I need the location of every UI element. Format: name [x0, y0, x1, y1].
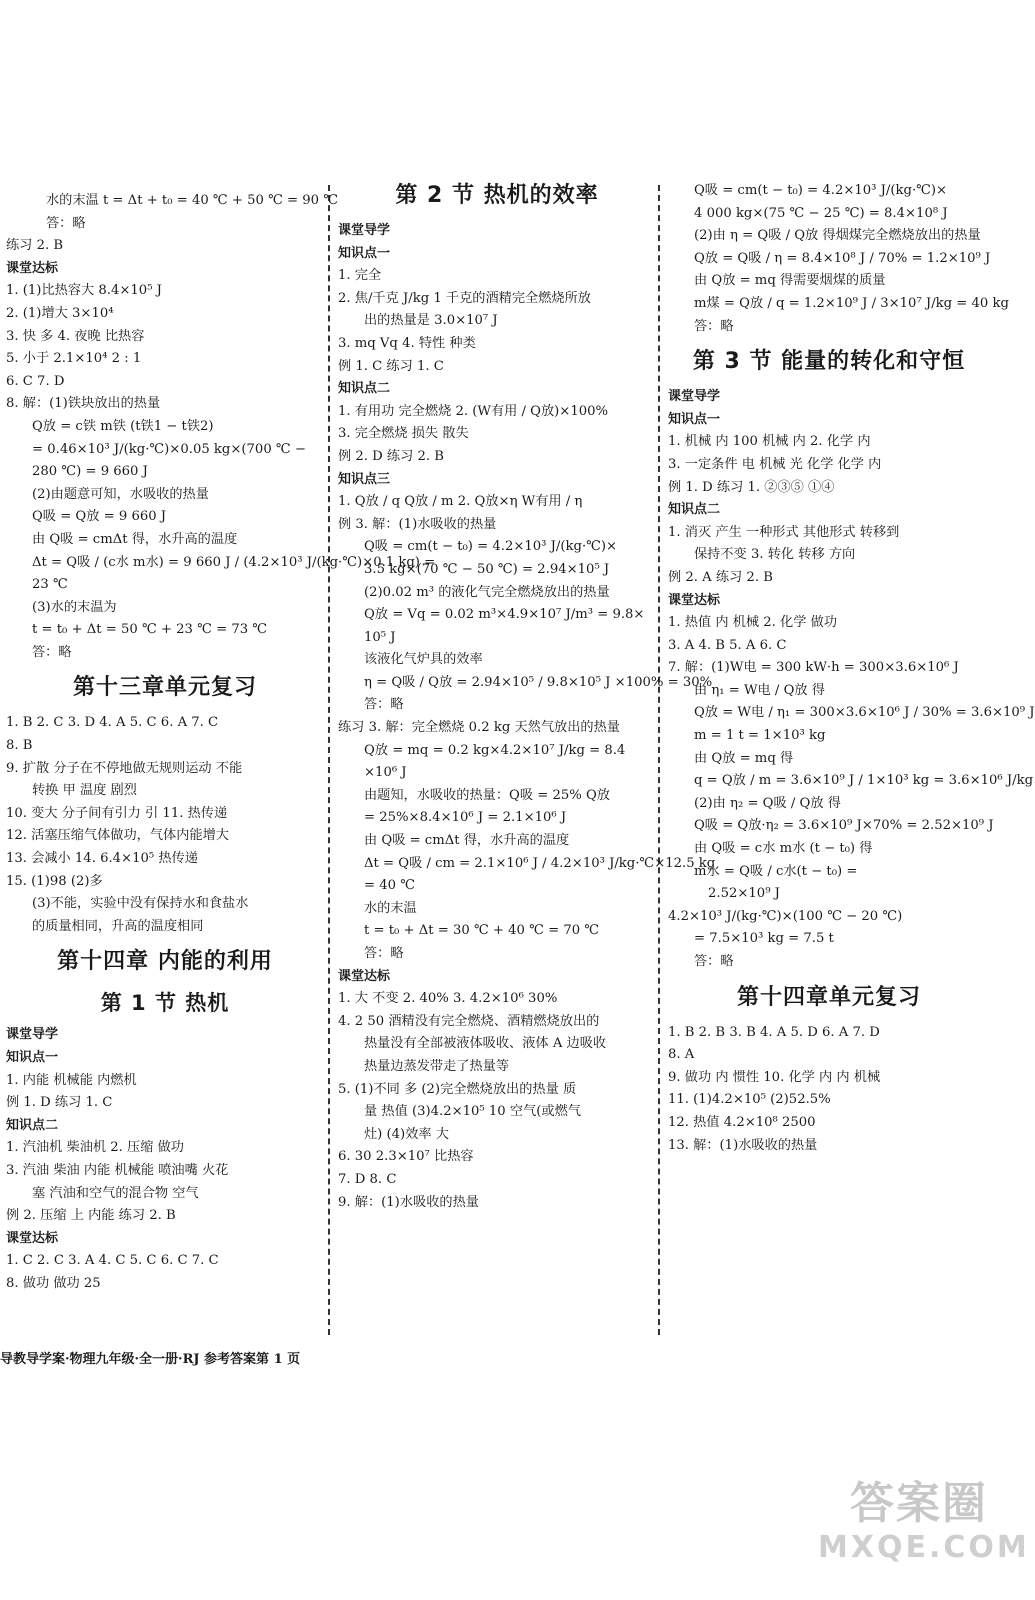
- answer-line: m = 1 t = 1×10³ kg: [694, 728, 826, 744]
- answer-line: (3)水的末温为: [32, 599, 117, 615]
- section1-title: 第 1 节 热机: [100, 991, 230, 1016]
- watermark-text: 答案圈: [850, 1478, 988, 1529]
- answer-line: 12. 活塞压缩气体做功，气体内能增大: [6, 828, 229, 844]
- answer-line: = 7.5×10³ kg = 7.5 t: [694, 931, 834, 947]
- answer-line: 3.5 kg×(70 ℃ − 50 ℃) = 2.94×10⁵ J: [364, 561, 610, 577]
- answer-line: 3. 完全燃烧 损失 散失: [338, 426, 469, 442]
- answer-line: 4. 2 50 酒精没有完全燃烧、酒精燃烧放出的: [338, 1013, 600, 1029]
- section-label: 知识点一: [6, 1050, 59, 1065]
- answer-line: 8. B: [6, 738, 33, 754]
- answer-line: (3)不能，实验中没有保持水和食盐水: [32, 896, 249, 912]
- answer-line: Q吸 = Q放 = 9 660 J: [32, 509, 167, 525]
- answer-line: 9. 扩散 分子在不停地做无规则运动 不能: [6, 760, 243, 776]
- col3-lines-b: [668, 386, 1035, 973]
- answer-line: 13. 解：(1)水吸收的热量: [668, 1137, 818, 1153]
- section-label: 课堂达标: [6, 260, 59, 276]
- answer-line: 9. 做功 内 惯性 10. 化学 内 内 机械: [668, 1069, 881, 1085]
- column-divider: [328, 185, 330, 1335]
- answer-line: 10⁵ J: [364, 629, 396, 645]
- section-label: 知识点二: [338, 381, 391, 397]
- answer-line: 280 ℃) = 9 660 J: [32, 464, 148, 480]
- answer-line: Q放 = Vq = 0.02 m³×4.9×10⁷ J/m³ = 9.8×: [364, 607, 645, 623]
- answer-line: 1. 完全: [338, 268, 382, 284]
- answer-line: 1. Q放 / q Q放 / m 2. Q放×η W有用 / η: [338, 494, 583, 510]
- col1-lines-b: [6, 712, 324, 938]
- answer-line: 1. 机械 内 100 机械 内 2. 化学 内: [668, 434, 871, 450]
- answer-line: 8. 解：(1)铁块放出的热量: [6, 396, 161, 412]
- col1-lines-c: [6, 1024, 324, 1295]
- answer-line: 4 000 kg×(75 ℃ − 25 ℃) = 8.4×10⁸ J: [694, 205, 948, 221]
- answer-line: 1. 消灭 产生 一种形式 其他形式 转移到: [668, 524, 900, 540]
- answer-line: (2)由 η = Q吸 / Q放 得烟煤完全燃烧放出的热量: [694, 228, 981, 244]
- answer-line: 11. (1)4.2×10⁵ (2)52.5%: [668, 1092, 831, 1108]
- answer-line: 由 Q吸 = cmΔt 得，水升高的温度: [364, 833, 570, 849]
- answer-line: 1. 热值 内 机械 2. 化学 做功: [668, 615, 838, 631]
- answer-line: 2.52×10⁹ J: [708, 886, 780, 902]
- answer-line: = 40 ℃: [364, 878, 415, 894]
- section2-title: 第 2 节 热机的效率: [395, 183, 599, 208]
- column-divider: [658, 185, 660, 1335]
- watermark-logo: [818, 1478, 1030, 1588]
- answer-line: 1. (1)比热容大 8.4×10⁵ J: [6, 283, 162, 299]
- answer-line: η = Q吸 / Q放 = 2.94×10⁵ / 9.8×10⁵ J ×100% = 30%: [364, 674, 713, 690]
- answer-line: ×10⁶ J: [364, 765, 407, 781]
- section-label: 课堂导学: [338, 223, 391, 238]
- answer-line: 15. (1)98 (2)多: [6, 873, 103, 889]
- answer-line: 答：略: [46, 215, 86, 231]
- answer-line: 的质量相同，升高的温度相同: [32, 918, 204, 934]
- answer-line: 3. 快 多 4. 夜晚 比热容: [6, 328, 145, 344]
- answer-line: 13. 会减小 14. 6.4×10⁵ 热传递: [6, 851, 198, 867]
- answer-line: 1. C 2. C 3. A 4. C 5. C 6. C 7. C: [6, 1253, 219, 1269]
- answer-line: Q放 = mq = 0.2 kg×4.2×10⁷ J/kg = 8.4: [364, 742, 626, 758]
- answer-line: 7. D 8. C: [338, 1171, 397, 1187]
- answer-line: 答：略: [364, 946, 404, 961]
- answer-line: 6. 30 2.3×10⁷ 比热容: [338, 1149, 474, 1165]
- section-label: 课堂达标: [338, 968, 391, 984]
- answer-line: Δt = Q吸 / cm = 2.1×10⁶ J / 4.2×10³ J/kg·℃×12.5 kg: [364, 855, 716, 871]
- answer-line: 4.2×10³ J/(kg·℃)×(100 ℃ − 20 ℃): [668, 908, 903, 924]
- answer-line: q = Q放 / m = 3.6×10⁹ J / 1×10³ kg = 3.6×10⁶ J/kg: [694, 773, 1034, 789]
- answer-line: 12. 热值 4.2×10⁸ 2500: [668, 1114, 816, 1130]
- chapter14-review-title: 第十四章单元复习: [736, 984, 921, 1010]
- section-label: 知识点三: [338, 471, 391, 487]
- watermark-url: MXQE.COM: [818, 1530, 1030, 1565]
- answer-line: 由 η₁ = W电 / Q放 得: [694, 682, 825, 698]
- answer-line: (2)由 η₂ = Q吸 / Q放 得: [694, 795, 841, 811]
- answer-line: 答：略: [694, 954, 734, 969]
- answer-line: 答：略: [364, 697, 404, 713]
- answer-line: 1. B 2. B 3. B 4. A 5. D 6. A 7. D: [668, 1024, 880, 1040]
- answer-line: 1. 内能 机械能 内燃机: [6, 1072, 137, 1088]
- answer-line: 出的热量是 3.0×10⁷ J: [364, 313, 498, 329]
- answer-line: 3. mq Vq 4. 特性 种类: [338, 335, 476, 351]
- answer-line: 灶) (4)效率 大: [364, 1126, 449, 1142]
- col3-lines-a: [668, 180, 1009, 338]
- answer-line: 5. 小于 2.1×10⁴ 2 : 1: [6, 351, 142, 367]
- answer-line: (2)由题意可知，水吸收的热量: [32, 486, 209, 502]
- chapter13-review-title: 第十三章单元复习: [72, 675, 257, 701]
- answer-line: m煤 = Q放 / q = 1.2×10⁹ J / 3×10⁷ J/kg = 40 kg: [694, 295, 1009, 311]
- answer-line: 5. (1)不同 多 (2)完全燃烧放出的热量 质: [338, 1081, 577, 1097]
- answer-line: 量 热值 (3)4.2×10⁵ 10 空气(或燃气: [364, 1104, 581, 1120]
- answer-line: 6. C 7. D: [6, 373, 65, 389]
- answer-line: 热量边蒸发带走了热量等: [364, 1058, 510, 1074]
- answer-line: 1. 有用功 完全燃烧 2. (W有用 / Q放)×100%: [338, 403, 609, 419]
- page-footer: 导教导学案·物理九年级·全一册·RJ 参考答案第 1 页: [0, 1352, 301, 1367]
- answer-line: 保持不变 3. 转化 转移 方向: [694, 547, 856, 563]
- answer-line: 答：略: [694, 318, 734, 334]
- section-label: 课堂导学: [668, 389, 721, 405]
- answer-line: 1. B 2. C 3. D 4. A 5. C 6. A 7. C: [6, 715, 219, 731]
- answer-line: 例 2. D 练习 2. B: [338, 448, 444, 464]
- answer-line: 由题知，水吸收的热量：Q吸 = 25% Q放: [364, 787, 610, 803]
- col3-lines-c: [668, 1022, 990, 1158]
- section-label: 知识点二: [6, 1117, 59, 1133]
- answer-line: 由 Q放 = mq 得: [694, 750, 794, 766]
- answer-line: 例 1. C 练习 1. C: [338, 358, 444, 374]
- answer-line: 由 Q放 = mq 得需要烟煤的质量: [694, 273, 886, 289]
- answer-line: 9. 解：(1)水吸收的热量: [338, 1194, 479, 1210]
- answer-line: 热量没有全部被液体吸收、液体 A 边吸收: [364, 1036, 607, 1052]
- answer-line: 答：略: [32, 644, 72, 660]
- answer-line: 10. 变大 分子间有引力 引 11. 热传递: [6, 805, 228, 821]
- answer-line: 水的末温: [364, 900, 417, 916]
- answer-line: Q放 = W电 / η₁ = 300×3.6×10⁶ J / 30% = 3.6×10⁹ J: [694, 705, 1035, 721]
- answer-line: 例 1. D 练习 1. C: [6, 1095, 113, 1111]
- answer-line: = 25%×8.4×10⁶ J = 2.1×10⁶ J: [364, 810, 567, 826]
- answer-line: Q吸 = cm(t − t₀) = 4.2×10³ J/(kg·℃)×: [364, 539, 618, 555]
- answer-line: 3. 汽油 柴油 内能 机械能 喷油嘴 火花: [6, 1162, 229, 1178]
- answer-line: 1. 汽油机 柴油机 2. 压缩 做功: [6, 1140, 184, 1156]
- answer-line: Δt = Q吸 / (c水 m水) = 9 660 J / (4.2×10³ J/(kg·℃)×0.1 kg) =: [32, 554, 436, 570]
- answer-line: 由 Q吸 = cmΔt 得，水升高的温度: [32, 531, 238, 547]
- answer-line: 练习 3. 解：完全燃烧 0.2 kg 天然气放出的热量: [338, 720, 620, 736]
- answer-line: 塞 汽油和空气的混合物 空气: [32, 1185, 199, 1201]
- chapter14-title: 第十四章 内能的利用: [57, 949, 273, 975]
- section-label: 课堂达标: [668, 592, 721, 608]
- answer-line: 8. A: [668, 1047, 695, 1063]
- answer-line: 练习 2. B: [6, 238, 64, 254]
- answer-line: 例 1. D 练习 1. ②③⑤ ①④: [668, 479, 835, 495]
- answer-line: 8. 做功 做功 25: [6, 1275, 101, 1291]
- answer-line: t = t₀ + Δt = 30 ℃ + 40 ℃ = 70 ℃: [364, 923, 600, 939]
- answer-line: 3. 一定条件 电 机械 光 化学 化学 内: [668, 456, 882, 472]
- answer-line: 2. 焦/千克 J/kg 1 千克的酒精完全燃烧所放: [338, 290, 591, 306]
- answer-line: 该液化气炉具的效率: [364, 652, 483, 668]
- answer-line: = 0.46×10³ J/(kg·℃)×0.05 kg×(700 ℃ −: [32, 441, 306, 457]
- answer-line: 水的末温 t = Δt + t₀ = 40 ℃ + 50 ℃ = 90 ℃: [46, 193, 338, 208]
- answer-line: 例 3. 解：(1)水吸收的热量: [338, 516, 497, 532]
- column-right: [668, 180, 1035, 1157]
- answer-line: 例 2. 压缩 上 内能 练习 2. B: [6, 1208, 176, 1224]
- answer-line: Q吸 = cm(t − t₀) = 4.2×10³ J/(kg·℃)×: [694, 183, 948, 198]
- answer-line: 例 2. A 练习 2. B: [668, 569, 773, 585]
- answer-line: 转换 甲 温度 剧烈: [32, 783, 137, 799]
- section3-title: 第 3 节 能量的转化和守恒: [692, 349, 966, 375]
- section-label: 课堂达标: [6, 1230, 59, 1246]
- answer-line: t = t₀ + Δt = 50 ℃ + 23 ℃ = 73 ℃: [32, 622, 268, 638]
- answer-line: 23 ℃: [32, 577, 68, 593]
- section-label: 课堂导学: [6, 1027, 59, 1043]
- answer-line: 3. A 4. B 5. A 6. C: [668, 637, 787, 653]
- answer-line: 7. 解：(1)W电 = 300 kW·h = 300×3.6×10⁶ J: [668, 660, 959, 676]
- section-label: 知识点一: [668, 411, 721, 427]
- answer-line: Q放 = c铁 m铁 (t铁1 − t铁2): [32, 418, 214, 434]
- answer-line: (2)0.02 m³ 的液化气完全燃烧放出的热量: [364, 584, 610, 600]
- answer-line: m水 = Q吸 / c水(t − t₀) =: [694, 863, 858, 879]
- answer-line: 1. 大 不变 2. 40% 3. 4.2×10⁶ 30%: [338, 991, 558, 1007]
- answer-line: 由 Q吸 = c水 m水 (t − t₀) 得: [694, 841, 873, 857]
- section-label: 知识点一: [338, 245, 391, 261]
- answer-line: Q放 = Q吸 / η = 8.4×10⁸ J / 70% = 1.2×10⁹ J: [694, 250, 991, 266]
- answer-line: Q吸 = Q放·η₂ = 3.6×10⁹ J×70% = 2.52×10⁹ J: [694, 818, 994, 834]
- answer-line: 2. (1)增大 3×10⁴: [6, 305, 114, 321]
- section-label: 知识点二: [668, 502, 721, 518]
